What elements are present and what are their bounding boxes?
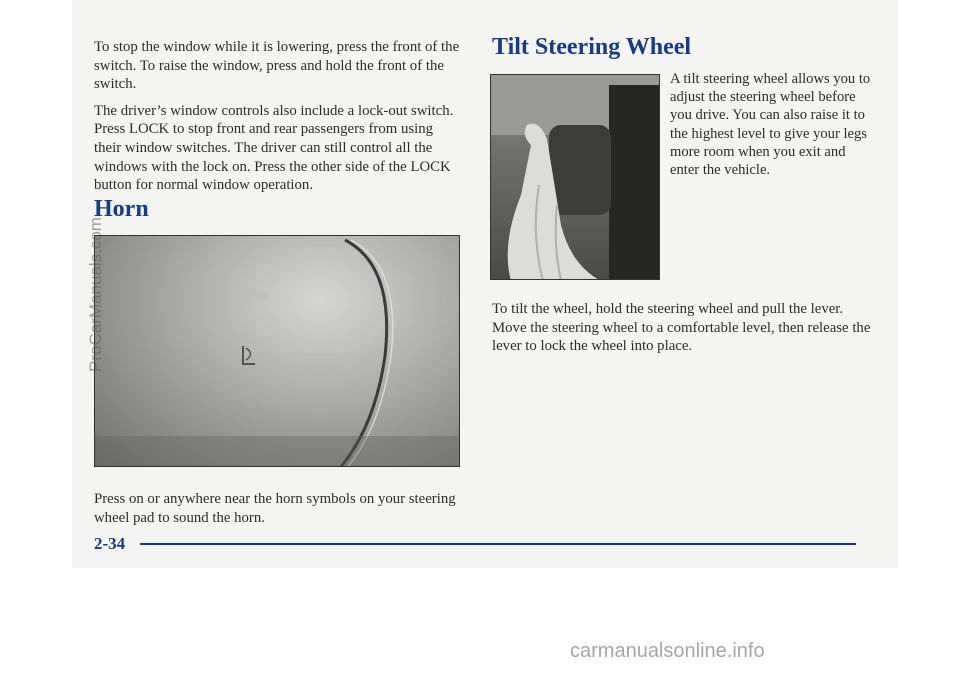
- tilt-lever-photo: [490, 74, 660, 280]
- tilt-instructions-paragraph: To tilt the wheel, hold the steering wheel and pull the lever. Move the steering wheel to a comfortable level, then release the lever to lock the wheel into place.: [492, 301, 871, 355]
- horn-paragraph: Press on or anywhere near the horn symbols on your steering wheel pad to sound the horn.: [94, 491, 456, 526]
- footer-rule: [140, 543, 856, 545]
- window-controls-section: [94, 38, 462, 203]
- horn-photo-drawing: [95, 236, 460, 467]
- side-watermark: ProCarManuals.com: [86, 217, 105, 372]
- tilt-steering-heading: Tilt Steering Wheel: [492, 34, 692, 60]
- page-number: 2-34: [94, 534, 126, 553]
- tilt-intro-text: [670, 70, 875, 187]
- tilt-lever-drawing: [491, 75, 660, 280]
- bottom-watermark: carmanualsonline.info: [570, 640, 765, 662]
- horn-heading: Horn: [94, 196, 149, 222]
- window-stop-paragraph: To stop the window while it is lowering, press the front of the switch. To raise the window, press and hold the front of the switch.: [94, 39, 460, 93]
- lock-out-paragraph: The driver’s window controls also include a lock-out switch. Press LOCK to stop front and rear passengers from using their window switches. The driver can still control all the windows with the lock on. Press the other side of the LOCK button for normal window operation.: [94, 102, 454, 194]
- tilt-intro-paragraph: A tilt steering wheel allows you to adjust the steering wheel before you drive. You can also raise it to the highest level to give your legs more room when you exit and enter the vehicle.: [670, 71, 871, 179]
- horn-photo: [94, 235, 460, 467]
- horn-symbol-icon: [243, 346, 255, 364]
